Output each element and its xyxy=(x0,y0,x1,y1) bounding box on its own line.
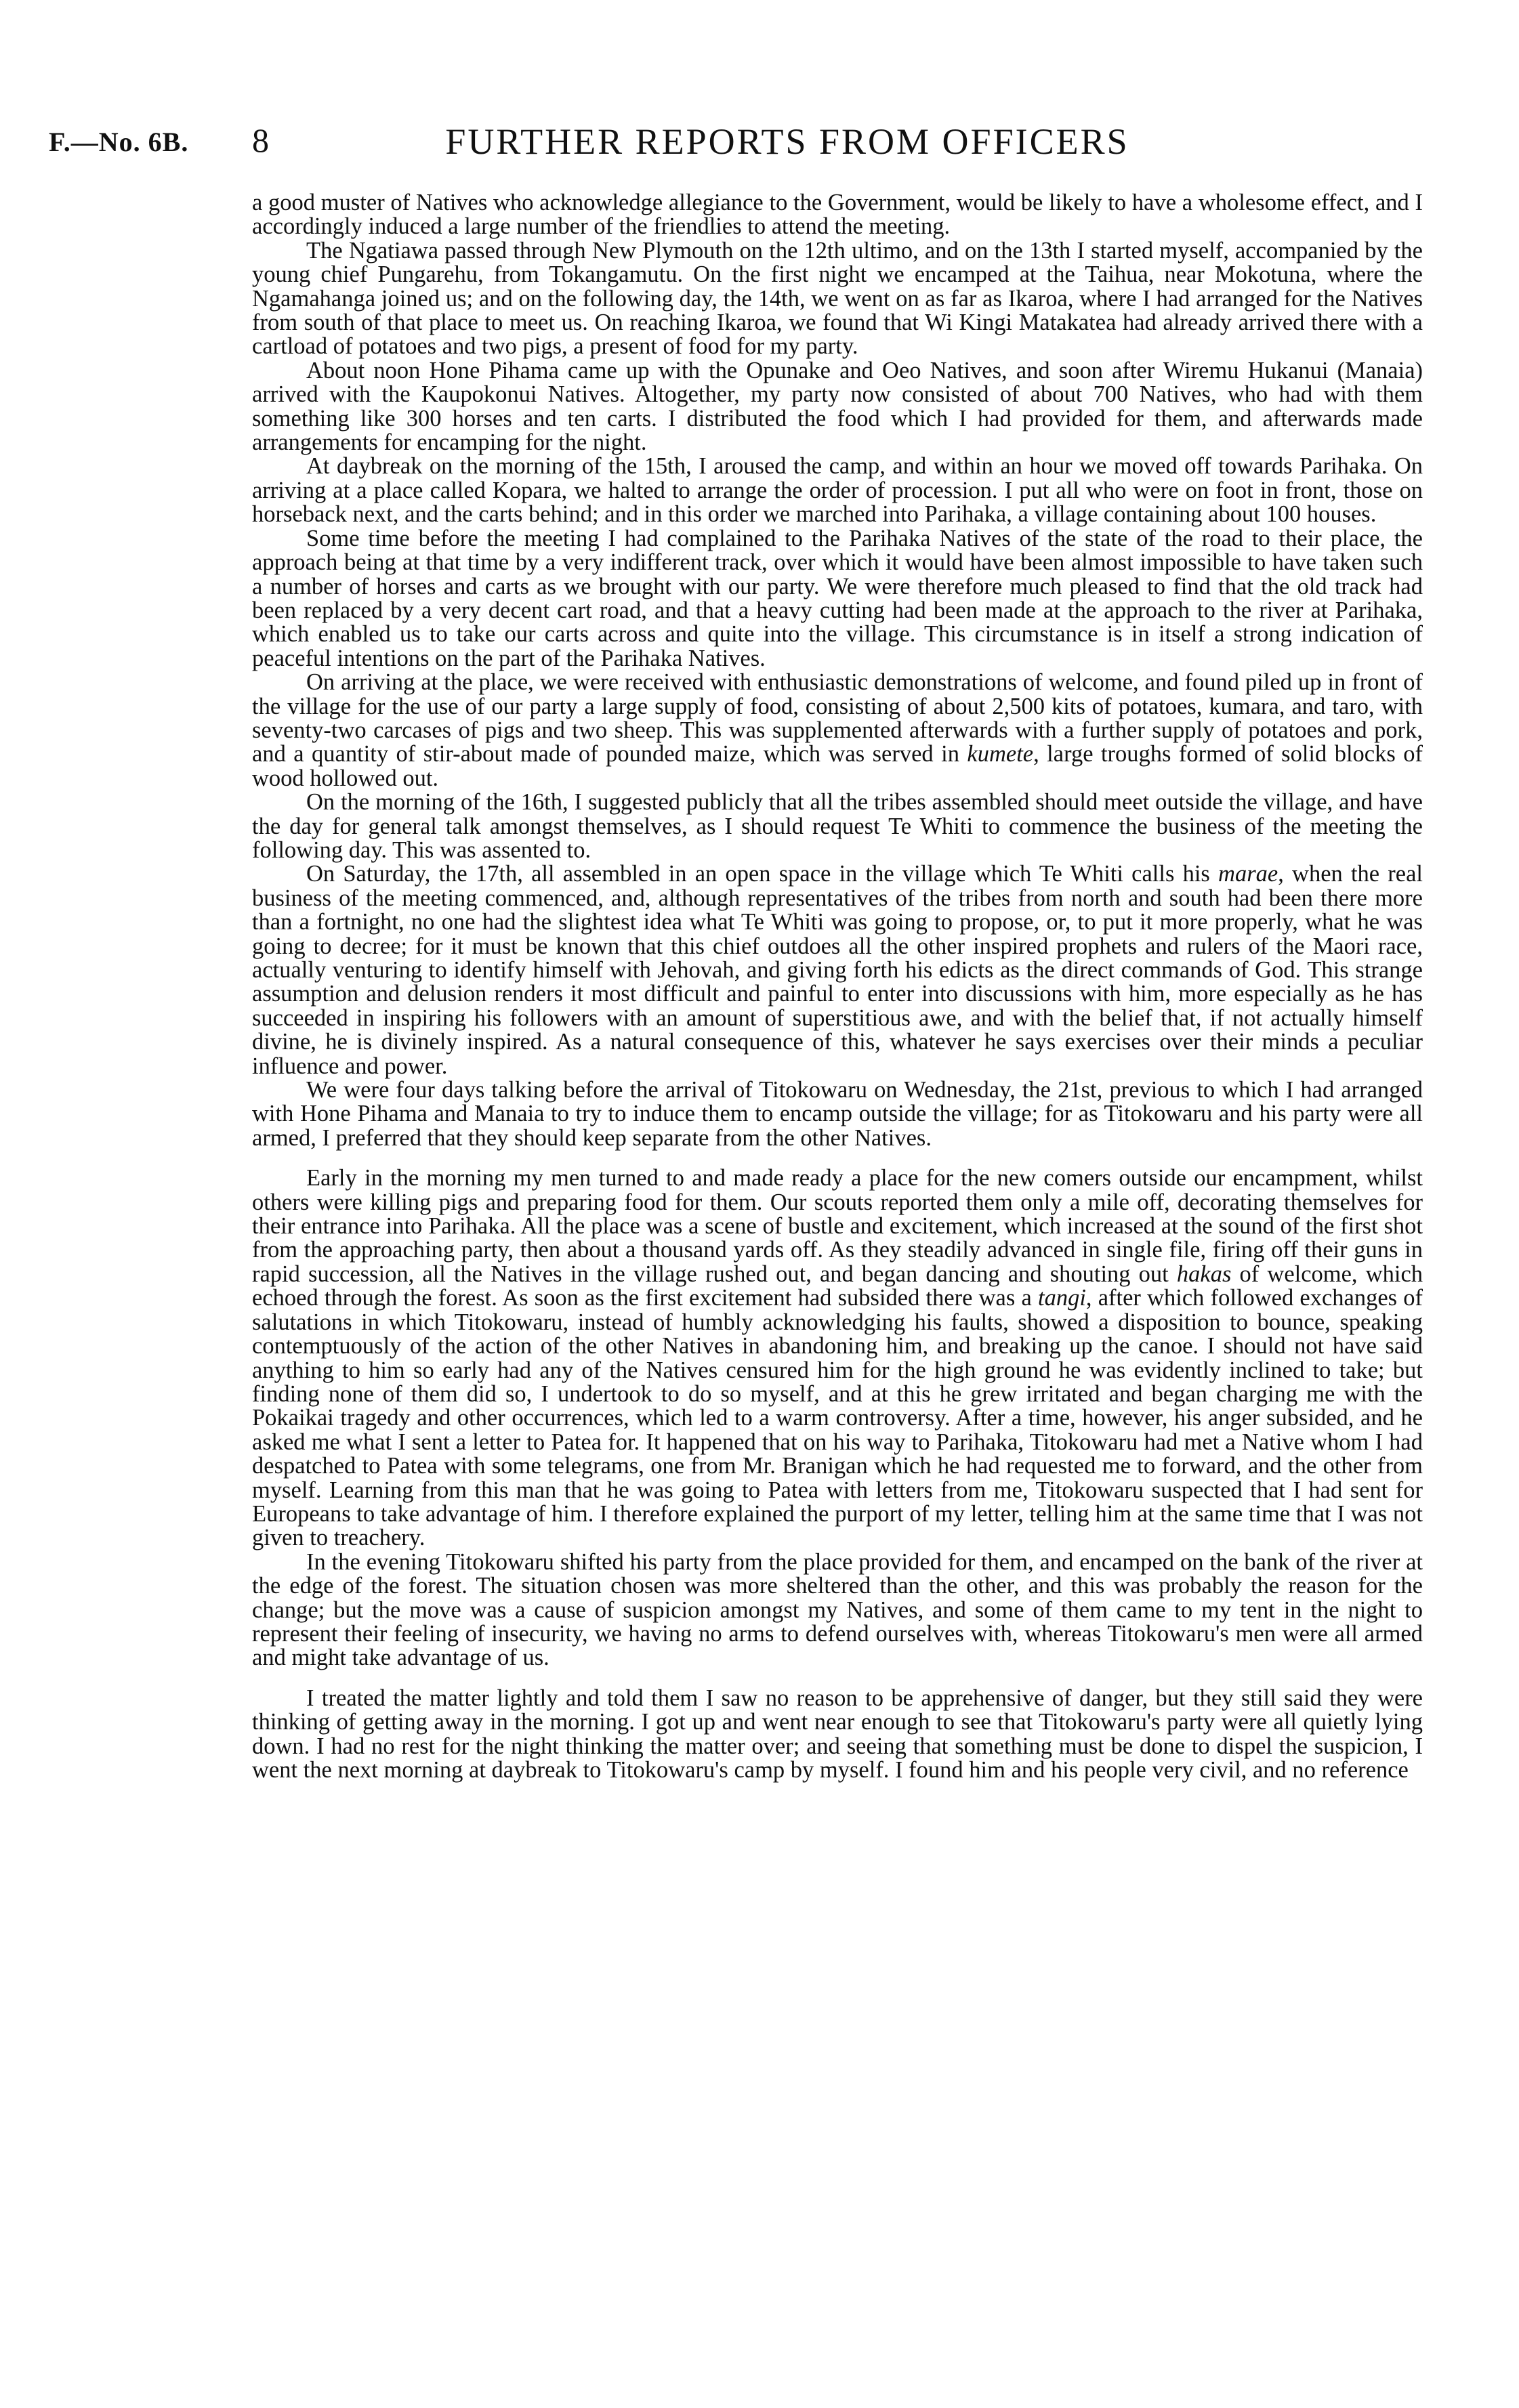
paragraph-text: a good muster of Natives who acknowledge allegiance to the Government, would be likely to have a wholesome effect, and I accordingly induced a large number of the friendlies to attend the meeting. xyxy=(252,190,1423,240)
paragraph xyxy=(252,239,1423,359)
paragraph-text: At daybreak on the morning of the 15th, I aroused the camp, and within an hour we moved off towards Parihaka. On arriving at a place called Kopara, we halted to arrange the order of procession. I put all who were on foot in front, those on horseback next, and the carts behind; and in this order we marched into Parihaka, a village containing about 100 houses. xyxy=(252,453,1423,528)
paragraph xyxy=(252,527,1423,671)
paragraph xyxy=(252,1078,1423,1150)
paragraph xyxy=(252,671,1423,790)
paragraph xyxy=(252,359,1423,455)
paragraph-text: I treated the matter lightly and told them I saw no reason to be apprehensive of danger, but they still said they were thinking of getting away in the morning. I got up and went near enough to see that Titokowaru's party were all quietly lying down. I had no rest for the night thinking the matter over; and seeing that something must be done to dispel the suspicion, I went the next morning at daybreak to Titokowaru's camp by myself. I found him and his people very civil, and no reference xyxy=(252,1685,1423,1783)
paragraph xyxy=(252,1687,1423,1783)
paragraph-text: In the evening Titokowaru shifted his party from the place provided for them, and encamped on the bank of the river at the edge of the forest. The situation chosen was more sheltered than the other, and this was probably the reason for the change; but the move was a cause of suspicion amongst my Natives, and some of them came to my tent in the night to represent their feeling of insecurity, we having no arms to defend ourselves with, whereas Titokowaru's men were all armed and might take advantage of us. xyxy=(252,1548,1423,1671)
paragraph xyxy=(252,1550,1423,1670)
paragraph-text: On the morning of the 16th, I suggested publicly that all the tribes assembled should meet outside the village, and have the day for general talk amongst themselves, as I should request Te Whiti to commence the business of the meeting the following day. This was assented to. xyxy=(252,789,1423,863)
paragraph-text: , after which followed exchanges of salutations in which Titokowaru, instead of humbly acknowledging his faults, showed a disposition to bounce, speaking contemptuously of the action of the other Natives in abandoning him, and breaking up the canoe. I should not have said anything to him so early had any of the Natives censured him for the high ground he was evidently inclined to take; but finding none of them did so, I undertook to do so myself, and at this he grew irritated and began charging me with the Pokaikai tragedy and other occurrences, which led to a warm controversy. After a time, however, his anger subsided, and he asked me what I sent a letter to Patea for. It happened that on his way to Parihaka, Titokowaru had met a Native whom I had despatched to Patea with some telegrams, one from Mr. Branigan which he had requested me to forward, and the other from myself. Learning from this man that he was going to Patea with letters from me, Titokowaru suspected that I had sent for Europeans to take advantage of him. I therefore explained the purport of my letter, telling him at the same time that I was not given to treachery. xyxy=(252,1285,1423,1551)
document-reference: F.—No. 6B. xyxy=(49,127,189,157)
paragraph-text: On arriving at the place, we were received with enthusiastic demonstrations of welcome, and found piled up in front of the village for the use of our party a large supply of food, consisting of about 2,500 kits of potatoes, kumara, and taro, with seventy-two carcases of pigs and two sheep. This was supplemented afterwards with a further supply of potatoes and pork, and a quantity of stir-about made of pounded maize, which was served in xyxy=(252,669,1423,767)
page-number: 8 xyxy=(252,121,269,159)
paragraph-text: , large troughs formed of solid blocks of wood hollowed out. xyxy=(252,741,1423,791)
paragraph xyxy=(252,862,1423,1078)
paragraph-text: Some time before the meeting I had complained to the Parihaka Natives of the state of the road to their place, the approach being at that time by a very indifferent track, over which it would have been almost impossible to have taken such a number of horses and carts as we brought with our party. We were therefore much pleased to find that the old track had been replaced by a very decent cart road, and that a heavy cutting had been made at the approach to the river at Parihaka, which enabled us to take our carts across and quite into the village. This circumstance is in itself a strong indication of peaceful intentions on the part of the Parihaka Natives. xyxy=(252,525,1423,671)
paragraph xyxy=(252,191,1423,239)
italic-term: tangi xyxy=(1037,1285,1086,1311)
paragraph-text: , when the real business of the meeting commenced, and, although representatives of the tribes from north and south had been there more than a fortnight, no one had the slightest idea what Te Whiti was going to propose, or, to put it more properly, what he was going to decree; for it must be known that this chief outdoes all the other inspired prophets and rulers of the Maori race, actually venturing to identify himself with Jehovah, and giving forth his edicts as the direct commands of God. This strange assumption and delusion renders it most difficult and painful to enter into discussions with him, more especially as he has succeeded in inspiring his followers with an amount of superstitious awe, and with the belief that, if not actually himself divine, he is divinely inspired. As a natural consequence of this, whatever he says exercises over their minds a peculiar influence and power. xyxy=(252,861,1423,1079)
paragraph xyxy=(252,790,1423,862)
body-text xyxy=(252,191,1423,1782)
paragraph-text: Early in the morning my men turned to and made ready a place for the new comers outside our encampment, whilst others were killing pigs and preparing food for them. Our scouts reported them only a mile off, decorating themselves for their entrance into Parihaka. All the place was a scene of bustle and excitement, which increased at the sound of the first shot from the approaching party, then about a thousand yards off. As they steadily advanced in single file, firing off their guns in rapid succession, all the Natives in the village rushed out, and began dancing and shouting out xyxy=(252,1165,1423,1287)
paragraph-text: The Ngatiawa passed through New Plymouth on the 12th ultimo, and on the 13th I started myself, accompanied by the young chief Pungarehu, from Tokangamutu. On the first night we encamped at the Taihua, near Mokotuna, where the Ngamahanga joined us; and on the following day, the 14th, we went on as far as Ikaroa, where I had arranged for the Natives from south of that place to meet us. On reaching Ikaroa, we found that Wi Kingi Matakatea had already arrived there with a cartload of potatoes and two pigs, a present of food for my party. xyxy=(252,237,1423,360)
paragraph-text: On Saturday, the 17th, all assembled in an open space in the village which Te Whiti calls his xyxy=(306,861,1219,887)
paragraph-text: About noon Hone Pihama came up with the Opunake and Oeo Natives, and soon after Wiremu Hukanui (Manaia) arrived with the Kaupokonui Natives. Altogether, my party now consisted of about 700 Natives, who had with them something like 300 horses and ten carts. I distributed the food which I had provided for them, and afterwards made arrangements for encamping for the night. xyxy=(252,357,1423,456)
paragraph-text: of welcome, which echoed through the forest. As soon as the first excitement had subsided there was a xyxy=(252,1261,1423,1311)
italic-term: marae xyxy=(1218,861,1278,887)
paragraph xyxy=(252,455,1423,526)
italic-term: kumete xyxy=(967,741,1034,767)
paragraph xyxy=(252,1166,1423,1550)
paragraph-text: We were four days talking before the arrival of Titokowaru on Wednesday, the 21st, previous to which I had arranged with Hone Pihama and Manaia to try to induce them to encamp outside the village; for as Titokowaru and his party were all armed, I preferred that they should keep separate from the other Natives. xyxy=(252,1077,1423,1151)
page-header xyxy=(49,121,1424,168)
running-title: FURTHER REPORTS FROM OFFICERS xyxy=(445,121,1129,162)
italic-term: hakas xyxy=(1176,1261,1232,1287)
